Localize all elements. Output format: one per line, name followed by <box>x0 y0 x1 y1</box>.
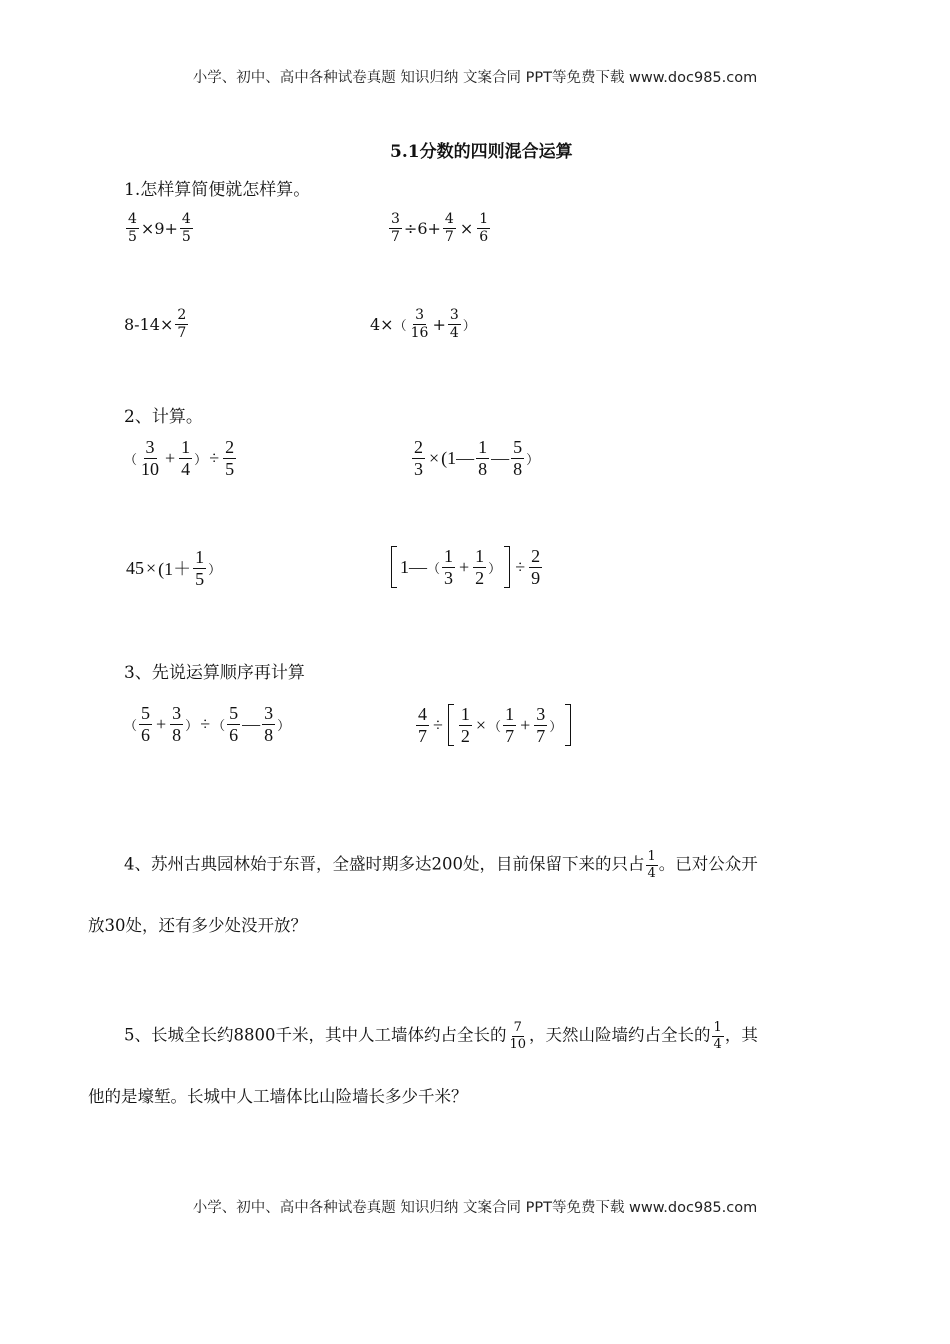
expr-1b: $\frac{3}{7}$ ÷6+ $\frac{4}{7}$ × $\frac{1}{6}$ <box>391 211 489 245</box>
fraction: $\frac{3}{7}$ <box>536 703 546 746</box>
expr-1c: 8-14× $\frac{2}{7}$ <box>124 307 187 341</box>
fraction: $\frac{2}{9}$ <box>531 545 541 588</box>
fraction: $\frac{4}{7}$ <box>444 211 454 245</box>
right-bracket <box>565 704 571 746</box>
expr-3a: （ $\frac{5}{6}$ + $\frac{3}{8}$ ） ÷ （ $\frac{5}{6}$ — $\frac{3}{8}$ ） <box>124 703 291 745</box>
q4-line2: 放30处，还有多少处没开放？ <box>88 916 307 935</box>
expr-2a: （ $\frac{3}{10}$ + $\frac{1}{4}$ ） ÷ $\frac{2}{5}$ <box>124 437 235 479</box>
fraction: $\frac{1}{4}$ <box>181 437 191 479</box>
expr-3b: $\frac{4}{7}$ ÷ $\frac{1}{2}$ × （ $\frac{1}{7}$ + $\frac{3}{7}$ ） <box>414 704 574 746</box>
fraction: $\frac{1}{7}$ <box>505 703 515 746</box>
section-2-heading: 2、计算。 <box>124 407 203 427</box>
section-1-heading: 1.怎样算简便就怎样算。 <box>124 180 311 200</box>
left-bracket <box>448 704 454 746</box>
fraction: $\frac{2}{7}$ <box>177 307 187 341</box>
fraction: $\frac{1}{2}$ <box>460 703 470 746</box>
expr-1d: 4× （ $\frac{3}{16}$ + $\frac{3}{4}$ ） <box>370 307 476 341</box>
fraction: $\frac{5}{6}$ <box>141 703 151 745</box>
expr-1a: $\frac{4}{5}$ ×9+ $\frac{4}{5}$ <box>128 211 191 245</box>
fraction: $\frac{3}{4}$ <box>449 307 459 341</box>
left-bracket <box>391 546 397 588</box>
fraction: $\frac{2}{5}$ <box>225 437 235 479</box>
q5-line2: 他的是壕堑。长城中人工墙体比山险墙长多少千米？ <box>88 1087 468 1106</box>
fraction: $\frac{1}{2}$ <box>475 545 485 588</box>
page-header: 小学、初中、高中各种试卷真题 知识归纳 文案合同 PPT等免费下载 www.doc985.com <box>192 70 758 86</box>
fraction: $\frac{3}{8}$ <box>172 703 182 745</box>
fraction: $\frac{5}{8}$ <box>513 437 523 479</box>
right-bracket <box>504 546 510 588</box>
fraction: $\frac{3}{16}$ <box>410 307 429 341</box>
fraction: $\frac{7}{10}$ <box>509 1020 527 1052</box>
expr-2d: 1— （ $\frac{1}{3}$ + $\frac{1}{2}$ ） ÷ $\frac{2}{9}$ <box>388 546 544 588</box>
fraction: $\frac{1}{5}$ <box>195 547 205 589</box>
fraction: $\frac{3}{8}$ <box>264 703 274 745</box>
fraction: $\frac{1}{4}$ <box>713 1020 722 1052</box>
expr-2c: 45 × (1＋ $\frac{1}{5}$ ） <box>126 547 222 589</box>
fraction: $\frac{1}{6}$ <box>479 211 489 245</box>
fraction: $\frac{3}{7}$ <box>391 211 400 245</box>
fraction: $\frac{4}{7}$ <box>418 703 427 746</box>
q4-line1: 4、苏州古典园林始于东晋，全盛时期多达200处，目前保留下来的只占 $\frac{1}{4}$ 。已对公众开 <box>124 849 758 881</box>
fraction: $\frac{2}{3}$ <box>414 437 423 479</box>
fraction: $\frac{3}{10}$ <box>141 437 160 479</box>
fraction: $\frac{1}{8}$ <box>478 437 488 479</box>
fraction: $\frac{1}{4}$ <box>647 849 656 881</box>
fraction: $\frac{5}{6}$ <box>229 703 239 745</box>
fraction: $\frac{4}{5}$ <box>181 211 191 245</box>
page-title: 5.1分数的四则混合运算 <box>390 142 573 162</box>
page-footer: 小学、初中、高中各种试卷真题 知识归纳 文案合同 PPT等免费下载 www.doc985.com <box>192 1200 758 1216</box>
fraction: $\frac{4}{5}$ <box>128 211 137 245</box>
expr-2b: $\frac{2}{3}$ × (1— $\frac{1}{8}$ — $\frac{5}{8}$ ） <box>414 437 540 479</box>
q5-line1: 5、长城全长约8800千米，其中人工墙体约占全长的 $\frac{7}{10}$ ，天然山险墙约占全长的 $\frac{1}{4}$ ，其 <box>124 1020 758 1052</box>
section-3-heading: 3、先说运算顺序再计算 <box>124 663 305 683</box>
fraction: $\frac{1}{3}$ <box>444 545 454 588</box>
